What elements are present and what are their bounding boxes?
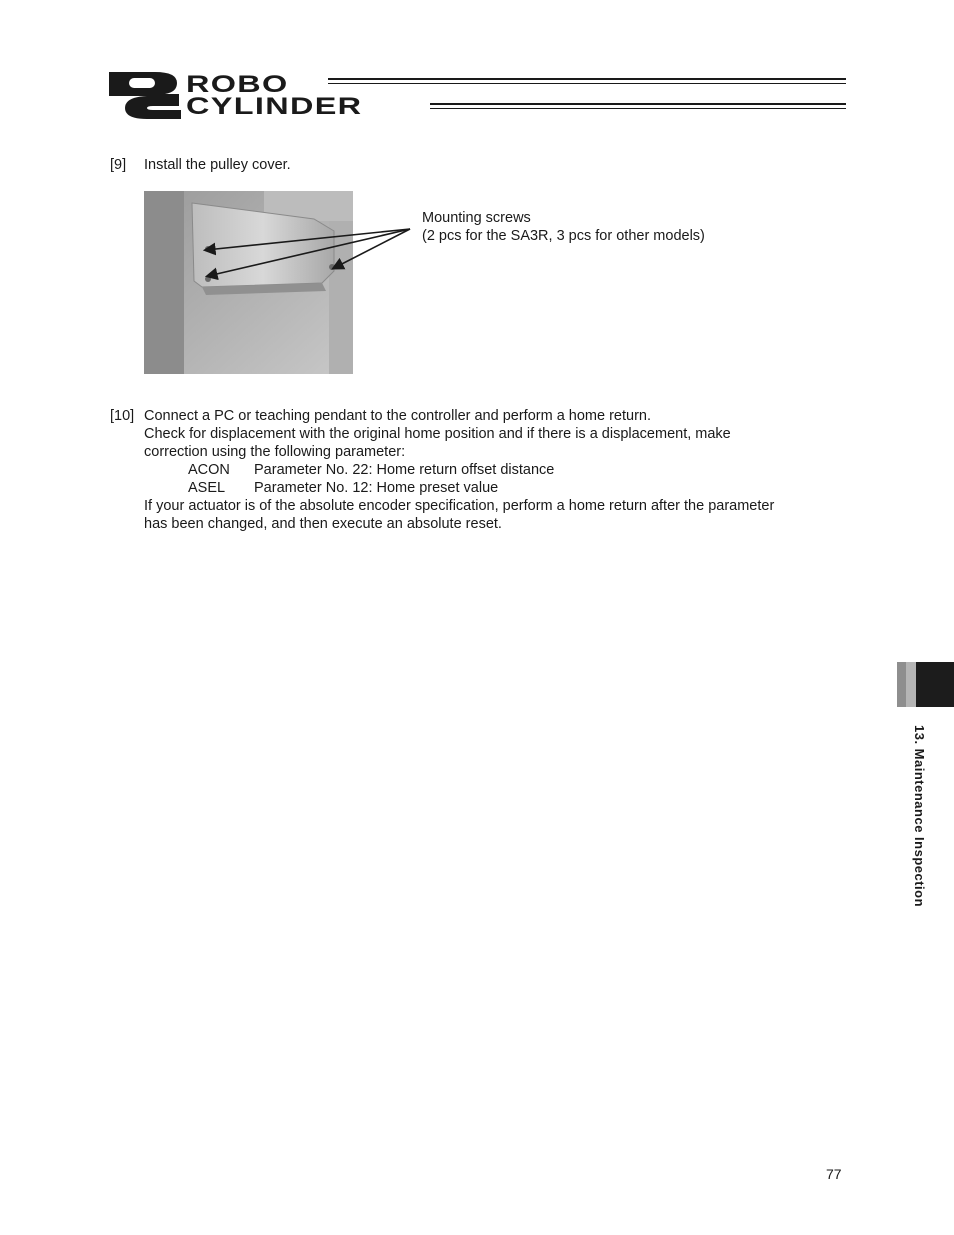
header-rule-bottom-thin (430, 108, 846, 109)
step-9-number: [9] (110, 157, 127, 173)
callout-title: Mounting screws (422, 210, 531, 226)
callout-detail: (2 pcs for the SA3R, 3 pcs for other models) (422, 228, 705, 244)
param-detail-acon: Parameter No. 22: Home return offset distance (254, 462, 555, 478)
param-controller-asel: ASEL (188, 480, 226, 496)
step-10-line4: If your actuator is of the absolute encoder specification, perform a home return after the parameter (144, 498, 775, 514)
step-10-line1: Connect a PC or teaching pendant to the controller and perform a home return. (144, 408, 651, 424)
header-rule-top-thin (328, 83, 846, 84)
param-detail-asel: Parameter No. 12: Home preset value (254, 480, 499, 496)
rc-logo-icon (107, 70, 183, 120)
chapter-tab (897, 662, 954, 707)
logo-text-cylinder: CYLINDER (186, 93, 363, 120)
step-9-text: Install the pulley cover. (144, 157, 291, 173)
param-controller-acon: ACON (188, 462, 230, 478)
step-10-line5: has been changed, and then execute an absolute reset. (144, 516, 502, 532)
header-rule-bottom (430, 103, 846, 105)
step-10-number: [10] (110, 408, 135, 424)
step-10-line2: Check for displacement with the original home position and if there is a displacement, make (144, 426, 731, 442)
header-rule-top (328, 78, 846, 80)
page-number: 77 (826, 1166, 842, 1182)
chapter-label: 13. Maintenance Inspection (912, 725, 927, 908)
logo-text-robo: ROBO (186, 71, 289, 98)
step-10-line3: correction using the following parameter: (144, 444, 406, 460)
callout-arrows (196, 224, 416, 284)
